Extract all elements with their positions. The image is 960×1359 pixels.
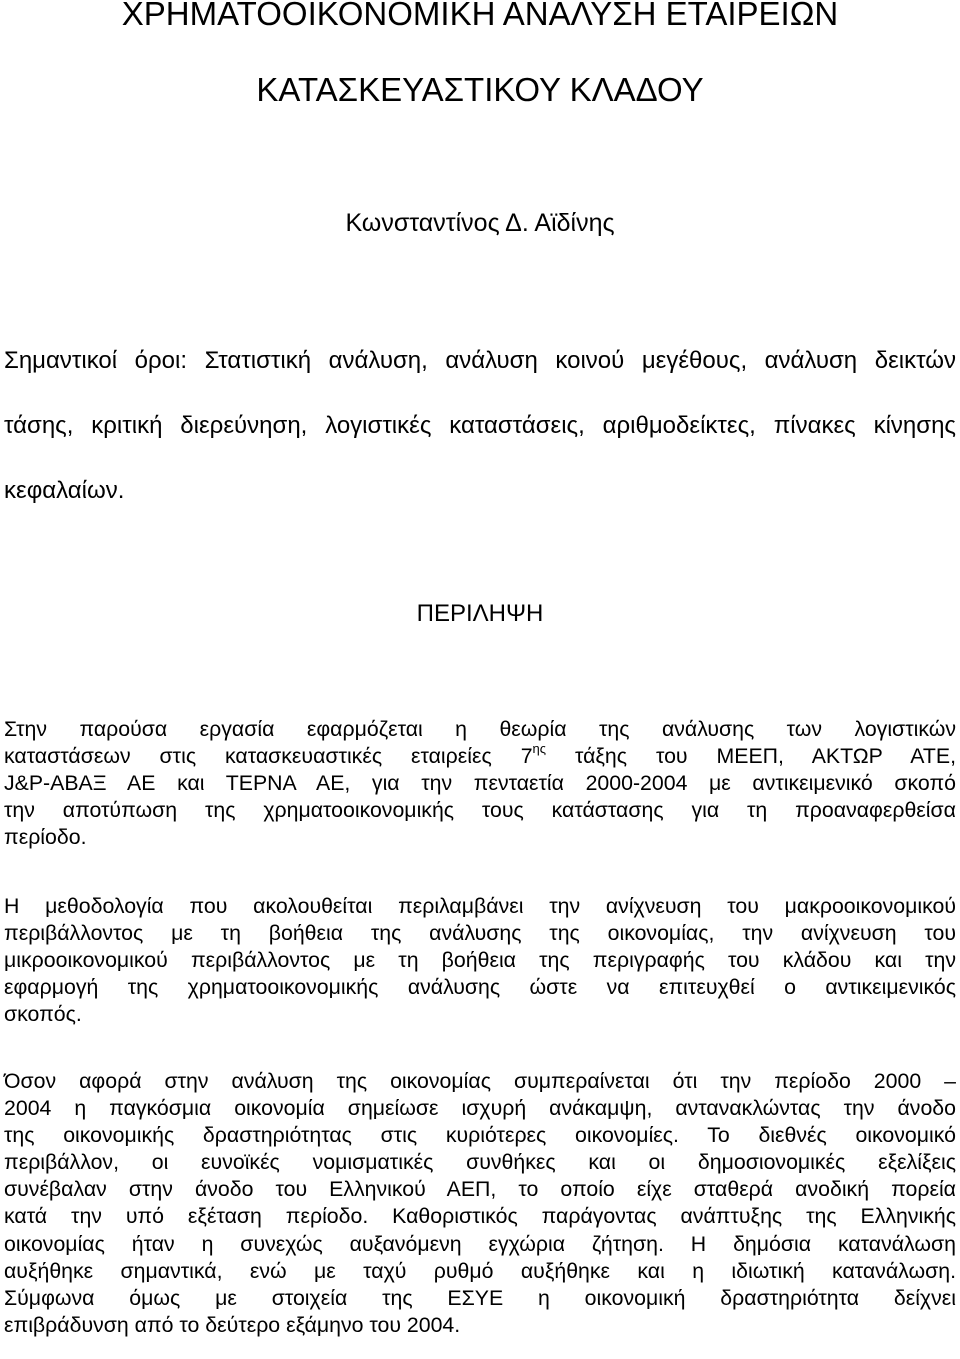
keywords-line-3: κεφαλαίων.: [4, 477, 125, 504]
summary-heading: ΠΕΡΙΛΗΨΗ: [416, 600, 544, 627]
keywords-line-1: Σημαντικοί όροι: Στατιστική ανάλυση, ανάλυση κοινού μεγέθους, ανάλυση δεικτών: [4, 347, 956, 374]
paragraph-line: κατά την υπό εξέταση περίοδο. Καθοριστικός παράγοντας ανάπτυξης της Ελληνικής: [4, 1204, 956, 1229]
author-name: Κωνσταντίνος Δ. Αϊδίνης: [345, 209, 615, 237]
paragraph-line: Στην παρούσα εργασία εφαρμόζεται η θεωρία της ανάλυσης των λογιστικών: [4, 717, 956, 741]
summary-paragraph-3: [4, 1068, 956, 1339]
keywords-line-2: τάσης, κριτική διερεύνηση, λογιστικές καταστάσεις, αριθμοδείκτες, πίνακες κίνησης: [4, 412, 956, 439]
paragraph-line: σκοπός.: [4, 1002, 82, 1027]
paragraph-line: J&P-ΑΒΑΞ ΑΕ και ΤΕΡΝΑ ΑΕ, για την πενταετία 2000-2004 με αντικειμενικό σκοπό: [4, 771, 956, 796]
paragraph-line: Όσον αφορά στην ανάλυση της οικονομίας συμπεραίνεται ότι την περίοδο 2000 –: [4, 1069, 956, 1093]
ordinal-superscript: ης: [532, 741, 547, 757]
paragraph-line: της οικονομικής δραστηριότητας στις κυριότερες οικονομίες. Το διεθνές οικονομικό: [4, 1123, 956, 1148]
paragraph-line: [4, 743, 956, 770]
summary-paragraph-1: [4, 716, 956, 851]
title-line-1: ΧΡΗΜΑΤΟΟΙΚΟΝΟΜΙΚΗ ΑΝΑΛΥΣΗ ΕΤΑΙΡΕΙΩΝ: [121, 0, 839, 32]
paragraph-line: οικονομίας ήταν η συνεχώς αυξανόμενη εγχώρια ζήτηση. Η δημόσια κατανάλωση: [4, 1231, 956, 1256]
paragraph-line: Σύμφωνα όμως με στοιχεία της ΕΣΥΕ η οικονομική δραστηριότητα δείχνει: [4, 1285, 956, 1310]
paragraph-line: συνέβαλαν στην άνοδο του Ελληνικού ΑΕΠ, το οποίο είχε σταθερά ανοδική πορεία: [4, 1177, 956, 1202]
keywords-block: [4, 344, 956, 539]
paragraph-line: 2004 η παγκόσμια οικονομία σημείωσε ισχυρή ανάκαμψη, αντανακλώντας την άνοδο: [4, 1096, 956, 1121]
paragraph-line: αυξήθηκε σημαντικά, ενώ με ταχύ ρυθμό αυξήθηκε και η ιδιωτική κατανάλωση.: [4, 1258, 956, 1283]
paragraph-line: εφαρμογή της χρηματοοικονομικής ανάλυσης ώστε να επιτευχθεί ο αντικειμενικός: [4, 975, 956, 1000]
title-line-2: ΚΑΤΑΣΚΕΥΑΣΤΙΚΟΥ ΚΛΑΔΟΥ: [256, 71, 704, 108]
line-part: καταστάσεων στις κατασκευαστικές εταιρείες 7: [4, 744, 533, 769]
line-part: τάξης του ΜΕΕΠ, ΑΚΤΩΡ ΑΤΕ,: [546, 744, 956, 769]
paragraph-line: Η μεθοδολογία που ακολουθείται περιλαμβάνει την ανίχνευση του μακροοικονομικού: [4, 894, 956, 918]
paragraph-line: μικροοικονομικού περιβάλλοντος με τη βοήθεια της περιγραφής του κλάδου και την: [4, 948, 956, 973]
paragraph-line: επιβράδυνση από το δεύτερο εξάμηνο του 2004.: [4, 1312, 461, 1337]
paragraph-line: την αποτύπωση της χρηματοοικονομικής τους κατάστασης για τη προαναφερθείσα: [4, 798, 956, 823]
paragraph-line: περιβάλλον, οι ευνοϊκές νομισματικές συνθήκες και οι δημοσιονομικές εξελίξεις: [4, 1150, 956, 1175]
paragraph-line: περίοδο.: [4, 825, 87, 850]
paragraph-line: περιβάλλοντος με τη βοήθεια της ανάλυσης της οικονομίας, την ανίχνευση του: [4, 921, 956, 946]
summary-paragraph-2: [4, 893, 956, 1028]
